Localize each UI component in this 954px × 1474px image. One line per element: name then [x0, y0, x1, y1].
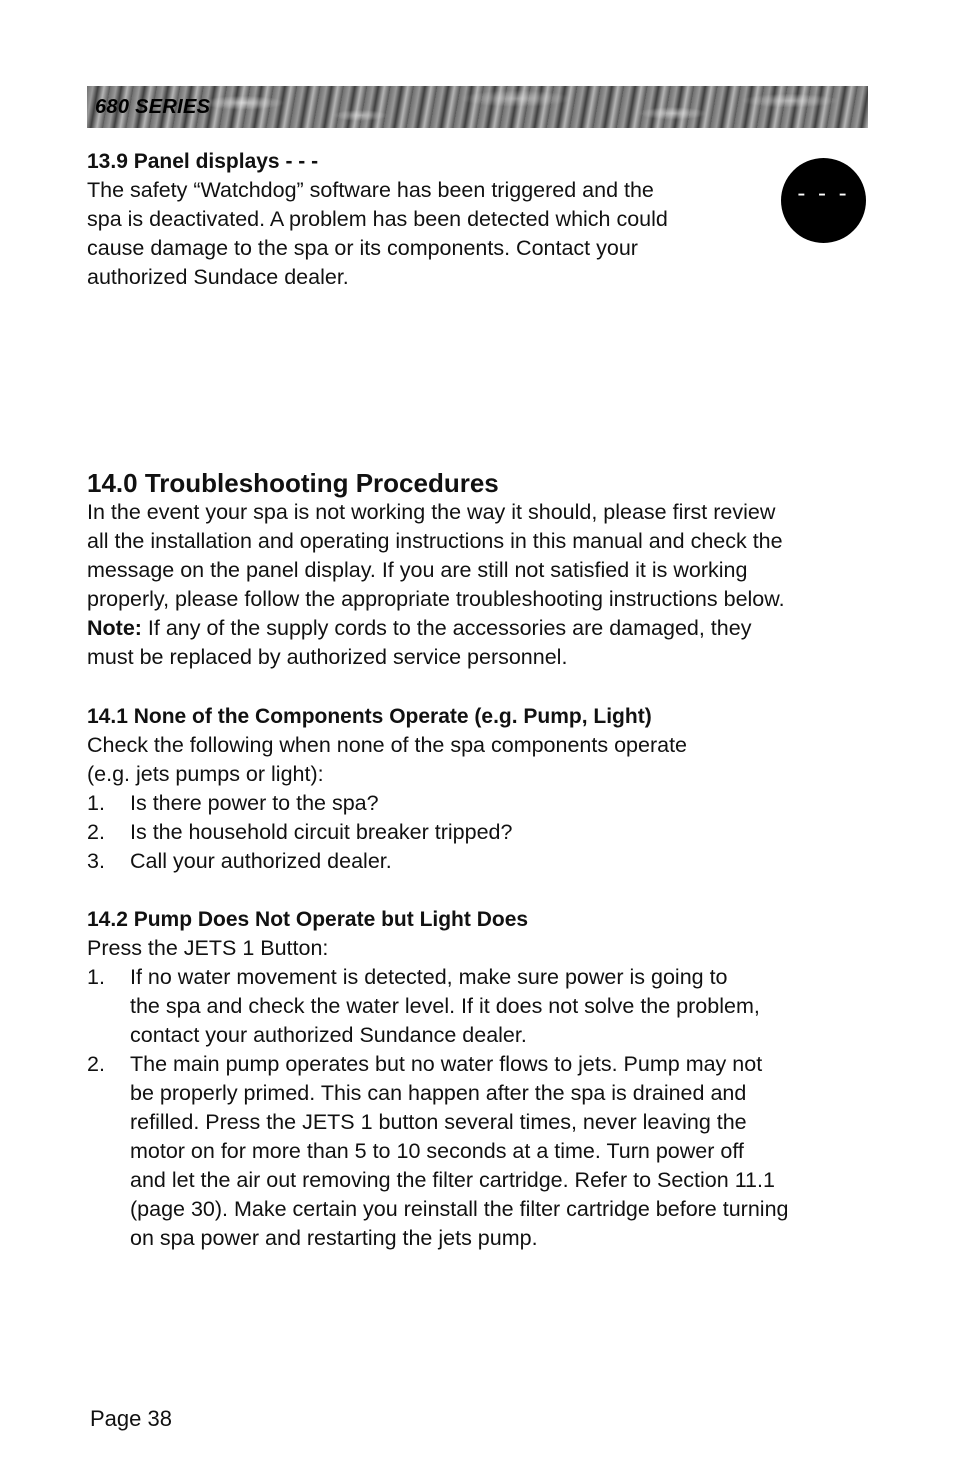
section-14-1-list — [87, 789, 887, 876]
section-14-0-line: all the installation and operating instructions in this manual and check the — [87, 529, 783, 553]
section-13-9-line: The safety “Watchdog” software has been triggered and the — [87, 178, 654, 202]
list-text: Is the household circuit breaker tripped? — [130, 820, 513, 844]
list-text: If no water movement is detected, make sure power is going to — [130, 965, 728, 989]
section-14-1-intro: Check the following when none of the spa components operate — [87, 733, 688, 757]
note-line — [87, 614, 887, 643]
list-number: 3. — [87, 849, 105, 873]
section-13-9-line: authorized Sundace dealer. — [87, 265, 349, 289]
list-text: The main pump operates but no water flows to jets. Pump may not — [130, 1052, 763, 1076]
list-text: motor on for more than 5 to 10 seconds at a time. Turn power off — [130, 1139, 744, 1163]
note-text: If any of the supply cords to the accessories are damaged, they — [141, 616, 752, 640]
list-number: 2. — [87, 1052, 105, 1076]
list-text: Call your authorized dealer. — [130, 849, 392, 873]
section-14-0-line: message on the panel display. If you are still not satisfied it is working — [87, 558, 748, 582]
section-14-2 — [87, 905, 887, 1253]
section-13-9-line: spa is deactivated. A problem has been detected which could — [87, 207, 668, 231]
list-text: contact your authorized Sundance dealer. — [130, 1023, 527, 1047]
page-number: Page 38 — [90, 1406, 172, 1431]
list-text: (page 30). Make certain you reinstall the filter cartridge before turning — [130, 1197, 789, 1221]
list-text: be properly primed. This can happen after the spa is drained and — [130, 1081, 747, 1105]
section-13-9 — [87, 147, 747, 292]
list-number: 1. — [87, 791, 105, 815]
section-14-2-intro: Press the JETS 1 Button: — [87, 936, 329, 960]
section-14-1-intro: (e.g. jets pumps or light): — [87, 762, 324, 786]
section-14-0 — [87, 468, 887, 672]
list-text: the spa and check the water level. If it does not solve the problem, — [130, 994, 760, 1018]
list-number: 1. — [87, 965, 105, 989]
section-14-2-heading: 14.2 Pump Does Not Operate but Light Does — [87, 908, 529, 931]
note-label: Note: — [87, 616, 142, 640]
list-number: 2. — [87, 820, 105, 844]
section-14-0-line: In the event your spa is not working the way it should, please first review — [87, 500, 776, 524]
list-item — [87, 963, 887, 1050]
note-line: must be replaced by authorized service personnel. — [87, 645, 568, 669]
list-item — [87, 1050, 887, 1253]
section-14-2-list — [87, 963, 887, 1253]
list-text: and let the air out removing the filter cartridge. Refer to Section 11.1 — [130, 1168, 775, 1192]
panel-display-indicator — [781, 158, 866, 243]
list-text: refilled. Press the JETS 1 button several times, never leaving the — [130, 1110, 747, 1134]
section-14-1-heading: 14.1 None of the Components Operate (e.g. Pump, Light) — [87, 705, 652, 728]
series-banner — [87, 86, 868, 128]
section-13-9-line: cause damage to the spa or its components. Contact your — [87, 236, 638, 260]
list-text: Is there power to the spa? — [130, 791, 379, 815]
series-title: 680 SERIES — [95, 96, 211, 118]
section-13-9-heading: 13.9 Panel displays - - - — [87, 150, 319, 173]
list-item — [87, 789, 887, 818]
list-text: on spa power and restarting the jets pump. — [130, 1226, 538, 1250]
list-item — [87, 818, 887, 847]
panel-display-text: - - - — [797, 180, 850, 207]
section-14-0-line: properly, please follow the appropriate troubleshooting instructions below. — [87, 587, 785, 611]
section-14-1 — [87, 702, 887, 876]
section-14-0-heading: 14.0 Troubleshooting Procedures — [87, 468, 499, 498]
list-item — [87, 847, 887, 876]
